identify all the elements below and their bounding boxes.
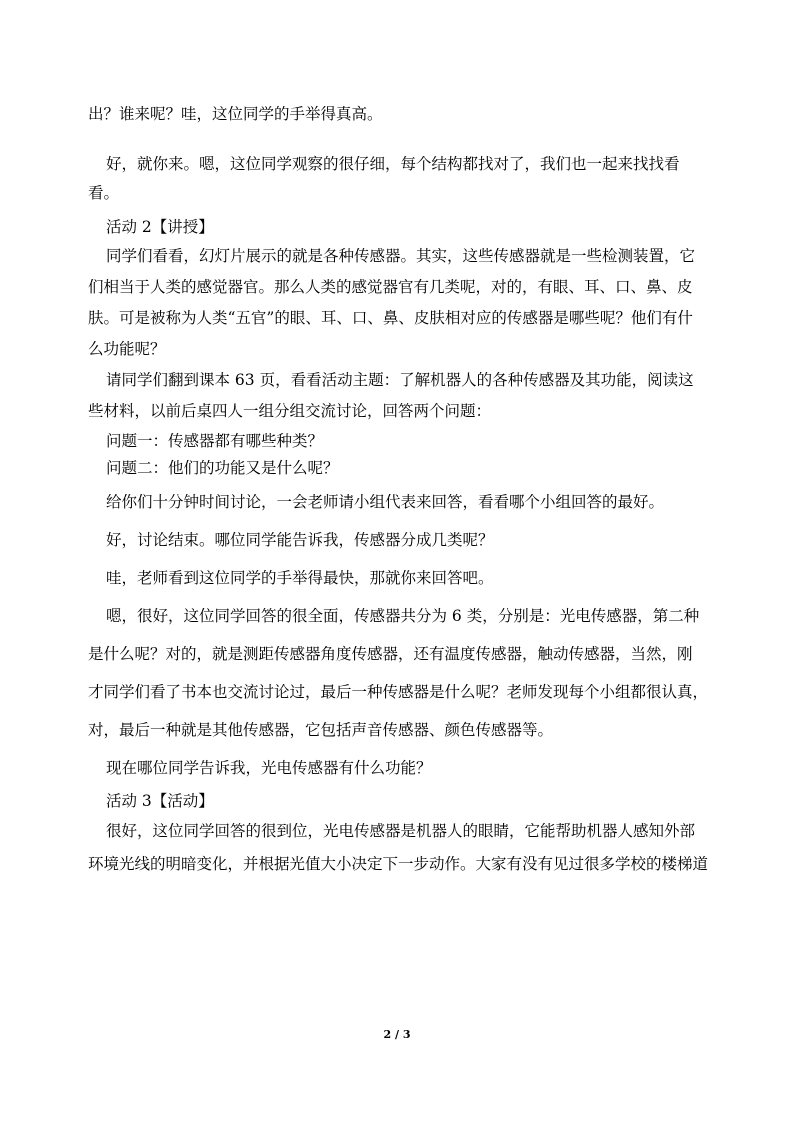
text-line-22: 很好，这位同学回答的很到位，光电传感器是机器人的眼睛，它能帮助机器人感知外部 (106, 822, 696, 840)
text-line-8: 么功能呢？ (88, 340, 166, 358)
text-line-19: 对，最后一种就是其他传感器，它包括声音传感器、颜色传感器等。 (88, 721, 554, 739)
text-line-17: 是什么呢？对的，就是测距传感器角度传感器，还有温度传感器，触动传感器，当然，刚 (88, 645, 693, 663)
question-one: 问题一：传感器都有哪些种类？ (106, 432, 324, 450)
page-number: 2 / 3 (383, 1028, 411, 1041)
text-line-23: 环境光线的明暗变化，并根据光值大小决定下一步动作。大家有没有见过很多学校的楼梯道 (88, 855, 709, 873)
text-line-3: 看。 (88, 184, 120, 202)
text-line-18: 才同学们看了书本也交流讨论过，最后一种传感器是什么呢？老师发现每个小组都很认真， (88, 683, 709, 701)
text-line-9: 请同学们翻到课本 63 页，看看活动主题：了解机器人的各种传感器及其功能，阅读这 (106, 371, 694, 389)
text-line-13: 给你们十分钟时间讨论，一会老师请小组代表来回答，看看哪个小组回答的最好。 (106, 493, 665, 511)
text-line-10: 些材料，以前后桌四人一组分组交流讨论，回答两个问题： (88, 402, 492, 420)
text-line-14: 好，讨论结束。哪位同学能告诉我，传感器分成几类呢？ (106, 531, 494, 549)
text-line-5: 同学们看看，幻灯片展示的就是各种传感器。其实，这些传感器就是一些检测装置，它 (106, 247, 696, 265)
activity-2-heading: 活动 2【讲授】 (106, 218, 214, 236)
text-line-2: 好，就你来。嗯，这位同学观察的很仔细，每个结构都找对了，我们也一起来找找看 (106, 155, 680, 173)
text-line-16: 嗯，很好，这位同学回答的很全面，传感器共分为 6 类，分别是：光电传感器，第二种 (106, 607, 700, 625)
text-line-6: 们相当于人类的感觉器官。那么人类的感觉器官有几类呢，对的，有眼、耳、口、鼻、皮 (88, 278, 693, 296)
text-line-1: 出？谁来呢？哇，这位同学的手举得真高。 (88, 105, 383, 123)
text-line-20: 现在哪位同学告诉我，光电传感器有什么功能？ (106, 759, 432, 777)
question-two: 问题二：他们的功能又是什么呢？ (106, 459, 339, 477)
activity-3-heading: 活动 3【活动】 (106, 792, 214, 810)
text-line-15: 哇，老师看到这位同学的手举得最快，那就你来回答吧。 (106, 569, 494, 587)
document-body (88, 104, 713, 874)
text-line-7: 肤。可是被称为人类“五官”的眼、耳、口、鼻、皮肤相对应的传感器是哪些呢？他们有什 (88, 309, 693, 327)
